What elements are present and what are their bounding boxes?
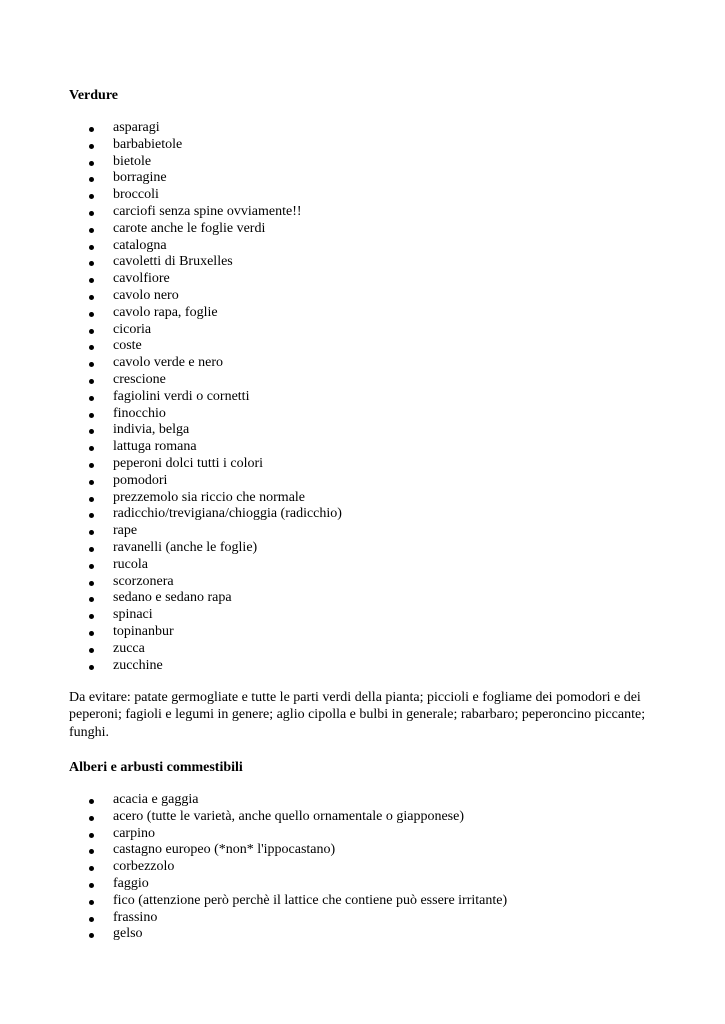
list-item-text: carpino — [113, 825, 155, 841]
bullet-icon — [89, 849, 94, 854]
list-item — [0, 523, 342, 540]
bullet-icon — [89, 379, 94, 384]
list-item — [0, 422, 342, 439]
bullet-icon — [89, 127, 94, 132]
list-item — [0, 809, 507, 826]
list-item — [0, 254, 342, 271]
list-item-text: topinanbur — [113, 623, 174, 639]
list-item — [0, 137, 342, 154]
list-item-text: rucola — [113, 556, 148, 572]
list-item-text: cicoria — [113, 321, 152, 337]
bullet-icon — [89, 396, 94, 401]
list-item — [0, 490, 342, 507]
bullet-icon — [89, 581, 94, 586]
list-item-text: acacia e gaggia — [113, 792, 199, 807]
list-item — [0, 926, 507, 943]
bullet-icon — [89, 799, 94, 804]
bullet-icon — [89, 900, 94, 905]
list-item — [0, 439, 342, 456]
list-item — [0, 221, 342, 238]
bullet-icon — [89, 446, 94, 451]
list-item-text: carciofi senza spine ovviamente!! — [113, 203, 302, 219]
list-item-text: peperoni dolci tutti i colori — [113, 455, 264, 471]
bullet-icon — [89, 463, 94, 468]
bullet-icon — [89, 648, 94, 653]
vegetables-list — [0, 120, 342, 674]
bullet-icon — [89, 261, 94, 266]
bullet-icon — [89, 917, 94, 922]
list-item-text: bietole — [113, 153, 152, 169]
list-item — [0, 406, 342, 423]
list-item — [0, 590, 342, 607]
bullet-icon — [89, 665, 94, 670]
list-item-text: ravanelli (anche le foglie) — [113, 539, 258, 555]
list-item-text: cavolfiore — [113, 271, 170, 287]
bullet-icon — [89, 816, 94, 821]
list-item — [0, 792, 507, 809]
list-item-text: spinaci — [113, 607, 153, 623]
bullet-icon — [89, 161, 94, 166]
list-item — [0, 658, 342, 675]
list-item — [0, 473, 342, 490]
list-item-text: coste — [113, 338, 142, 354]
list-item-text: acero (tutte le varietà, anche quello ornamentale o giapponese) — [113, 808, 464, 824]
list-item — [0, 372, 342, 389]
bullet-icon — [89, 429, 94, 434]
bullet-icon — [89, 413, 94, 418]
list-item — [0, 154, 342, 171]
bullet-icon — [89, 345, 94, 350]
list-item — [0, 187, 342, 204]
list-item-text: asparagi — [113, 120, 160, 135]
list-item-text: rape — [113, 523, 138, 539]
list-item — [0, 826, 507, 843]
bullet-icon — [89, 513, 94, 518]
bullet-icon — [89, 480, 94, 485]
list-item-text: fico (attenzione però perchè il lattice che contiene può essere irritante) — [113, 892, 508, 908]
bullet-icon — [89, 866, 94, 871]
list-item-text: fagiolini verdi o cornetti — [113, 388, 250, 404]
list-item-text: broccoli — [113, 187, 159, 203]
bullet-icon — [89, 278, 94, 283]
list-item — [0, 120, 342, 137]
list-item — [0, 338, 342, 355]
list-item-text: prezzemolo sia riccio che normale — [113, 489, 306, 505]
list-item — [0, 624, 342, 641]
list-item — [0, 574, 342, 591]
bullet-icon — [89, 194, 94, 199]
list-item — [0, 389, 342, 406]
list-item — [0, 859, 507, 876]
list-item — [0, 456, 342, 473]
bullet-icon — [89, 245, 94, 250]
list-item — [0, 322, 342, 339]
list-item — [0, 288, 342, 305]
bullet-icon — [89, 312, 94, 317]
bullet-icon — [89, 547, 94, 552]
list-item-text: carote anche le foglie verdi — [113, 220, 266, 236]
bullet-icon — [89, 883, 94, 888]
list-item-text: frassino — [113, 909, 158, 925]
section-title-verdure: Verdure — [69, 88, 118, 103]
list-item — [0, 540, 342, 557]
list-item — [0, 641, 342, 658]
section-title-alberi: Alberi e arbusti commestibili — [69, 760, 243, 775]
list-item-text: borragine — [113, 170, 167, 186]
list-item-text: cavolo rapa, foglie — [113, 304, 218, 320]
bullet-icon — [89, 211, 94, 216]
bullet-icon — [89, 933, 94, 938]
bullet-icon — [89, 362, 94, 367]
list-item-text: zucca — [113, 640, 145, 656]
list-item-text: lattuga romana — [113, 439, 197, 455]
list-item-text: indivia, belga — [113, 422, 190, 438]
bullet-icon — [89, 631, 94, 636]
bullet-icon — [89, 329, 94, 334]
list-item — [0, 910, 507, 927]
list-item — [0, 204, 342, 221]
list-item-text: cavoletti di Bruxelles — [113, 254, 233, 270]
bullet-icon — [89, 597, 94, 602]
bullet-icon — [89, 177, 94, 182]
avoid-paragraph: Da evitare: patate germogliate e tutte le parti verdi della pianta; piccioli e fogliame dei pomodori e dei peperoni; fagioli e legumi in genere; aglio cipolla e bulbi in generale; rabarbaro; peperoncino piccante; funghi. — [69, 690, 646, 740]
list-item — [0, 506, 342, 523]
list-item — [0, 876, 507, 893]
list-item-text: barbabietole — [113, 136, 183, 152]
list-item-text: sedano e sedano rapa — [113, 590, 232, 606]
list-item — [0, 557, 342, 574]
list-item — [0, 607, 342, 624]
list-item-text: pomodori — [113, 472, 168, 488]
bullet-icon — [89, 833, 94, 838]
list-item — [0, 238, 342, 255]
list-item-text: gelso — [113, 926, 143, 942]
bullet-icon — [89, 614, 94, 619]
list-item — [0, 893, 507, 910]
bullet-icon — [89, 564, 94, 569]
bullet-icon — [89, 144, 94, 149]
list-item — [0, 305, 342, 322]
list-item-text: cavolo nero — [113, 287, 179, 303]
list-item — [0, 170, 342, 187]
list-item — [0, 842, 507, 859]
list-item-text: catalogna — [113, 237, 167, 253]
list-item-text: faggio — [113, 875, 149, 891]
trees-shrubs-list — [0, 792, 507, 943]
list-item-text: castagno europeo (*non* l'ippocastano) — [113, 842, 336, 858]
bullet-icon — [89, 295, 94, 300]
list-item-text: crescione — [113, 371, 166, 387]
list-item-text: radicchio/trevigiana/chioggia (radicchio) — [113, 506, 342, 522]
list-item-text: scorzonera — [113, 573, 174, 589]
bullet-icon — [89, 497, 94, 502]
bullet-icon — [89, 530, 94, 535]
list-item-text: zucchine — [113, 657, 163, 673]
list-item-text: cavolo verde e nero — [113, 355, 223, 371]
bullet-icon — [89, 228, 94, 233]
list-item — [0, 271, 342, 288]
list-item-text: finocchio — [113, 405, 166, 421]
list-item-text: corbezzolo — [113, 859, 175, 875]
list-item — [0, 355, 342, 372]
